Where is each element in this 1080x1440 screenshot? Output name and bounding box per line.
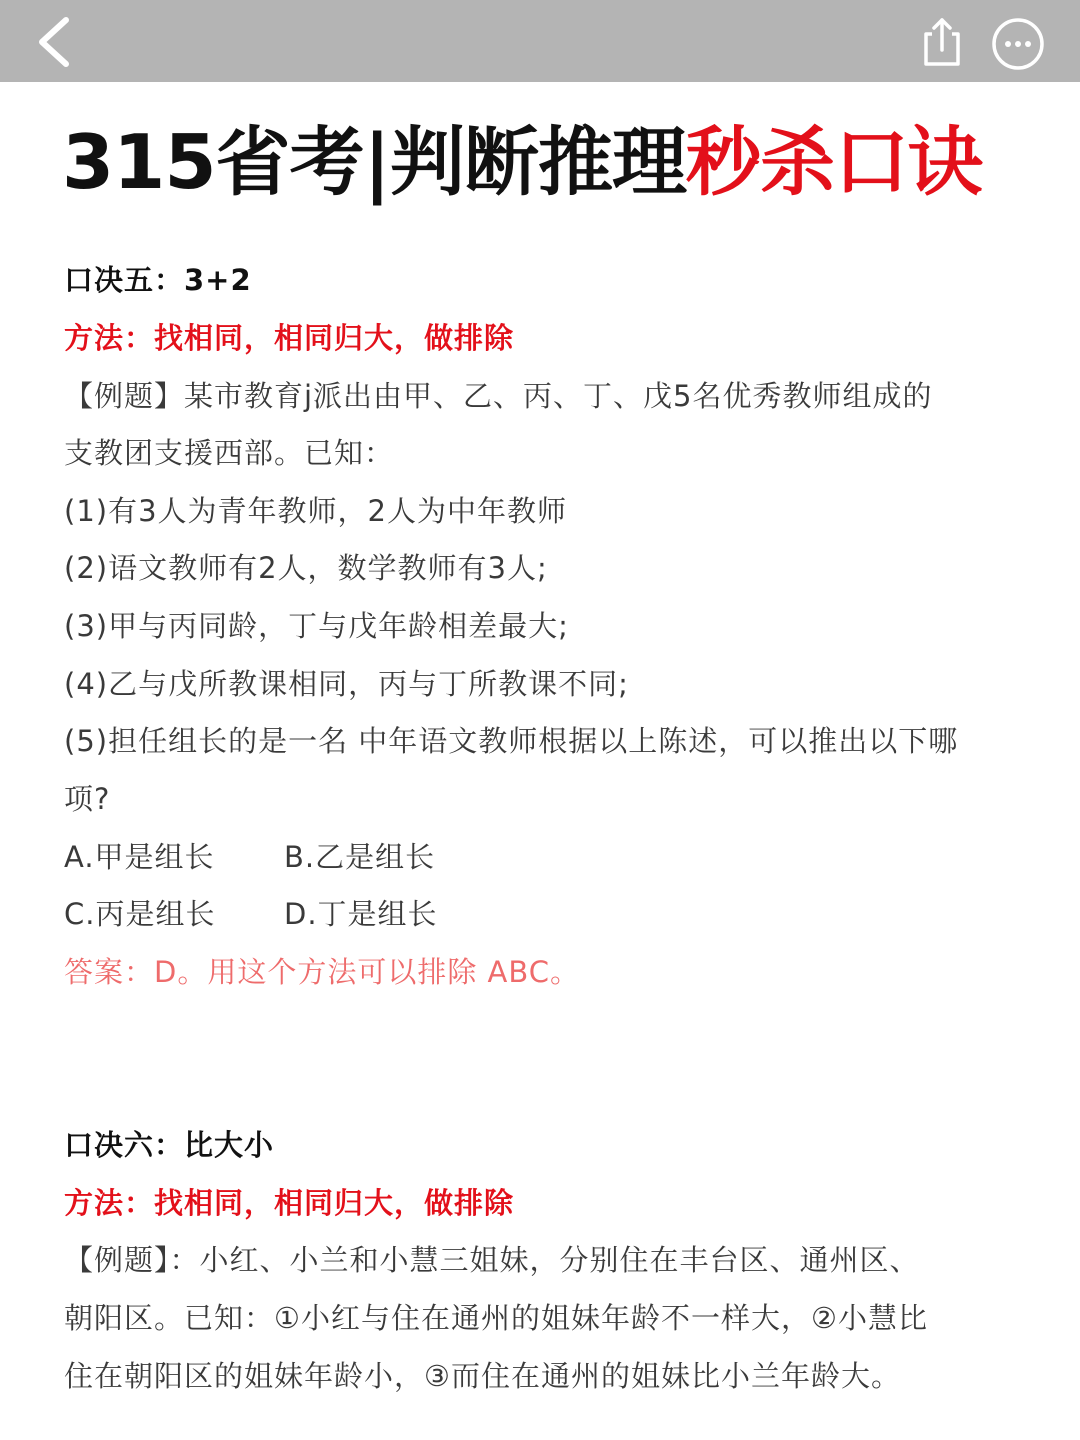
option-c: C.丙是组长 [64,897,216,931]
title-red-part: 秒杀口诀 [685,118,982,206]
page-title [62,112,982,212]
section5-line-4: (2)语文教师有2人，数学教师有3人; [64,551,548,585]
section5-answer: 答案：D。用这个方法可以排除 ABC。 [64,955,581,989]
back-button[interactable] [28,10,88,72]
section5-line-2: 支教团支援西部。已知： [64,436,395,470]
options-row-cd [64,894,564,934]
option-b: B.乙是组长 [284,840,436,874]
title-black-part: 315省考|判断推理 [62,118,686,206]
section6-heading: 口决六：比大小 [64,1128,275,1162]
top-nav-bar [0,0,1080,82]
section5-line-7: (5)担任组长的是一名 中年语文教师根据以上陈述，可以推出以下哪 [64,724,959,758]
section5-line-6: (4)乙与戊所教课相同，丙与丁所教课不同; [64,667,629,701]
section5-line-1: 【例题】某市教育j派出由甲、乙、丙、丁、戊5名优秀教师组成的 [64,379,933,413]
section6-line-3: 住在朝阳区的姐妹年龄小，③而住在通州的姐妹比小兰年龄大。 [64,1359,901,1393]
share-button[interactable] [912,12,972,72]
section5-line-3: (1)有3人为青年教师，2人为中年教师 [64,494,567,528]
section5-method: 方法：找相同，相同归大，做排除 [64,321,515,355]
option-a: A.甲是组长 [64,840,215,874]
section6-line-2: 朝阳区。已知：①小红与住在通州的姐妹年龄不一样大，②小慧比 [64,1301,928,1335]
section6-method: 方法：找相同，相同归大，做排除 [64,1186,515,1220]
more-options-button[interactable] [990,16,1046,72]
section5-line-5: (3)甲与丙同龄，丁与戊年龄相差最大; [64,609,569,643]
section5-line-8: 项? [64,782,111,816]
chevron-left-icon [28,10,88,72]
section5-heading: 口决五：3+2 [64,263,252,297]
option-d: D.丁是组长 [284,897,438,931]
more-icon [990,16,1046,72]
options-row-ab [64,837,564,877]
share-icon [912,12,972,72]
section6-line-1: 【例题】：小红、小兰和小慧三姐妹，分别住在丰台区、通州区、 [64,1243,920,1277]
